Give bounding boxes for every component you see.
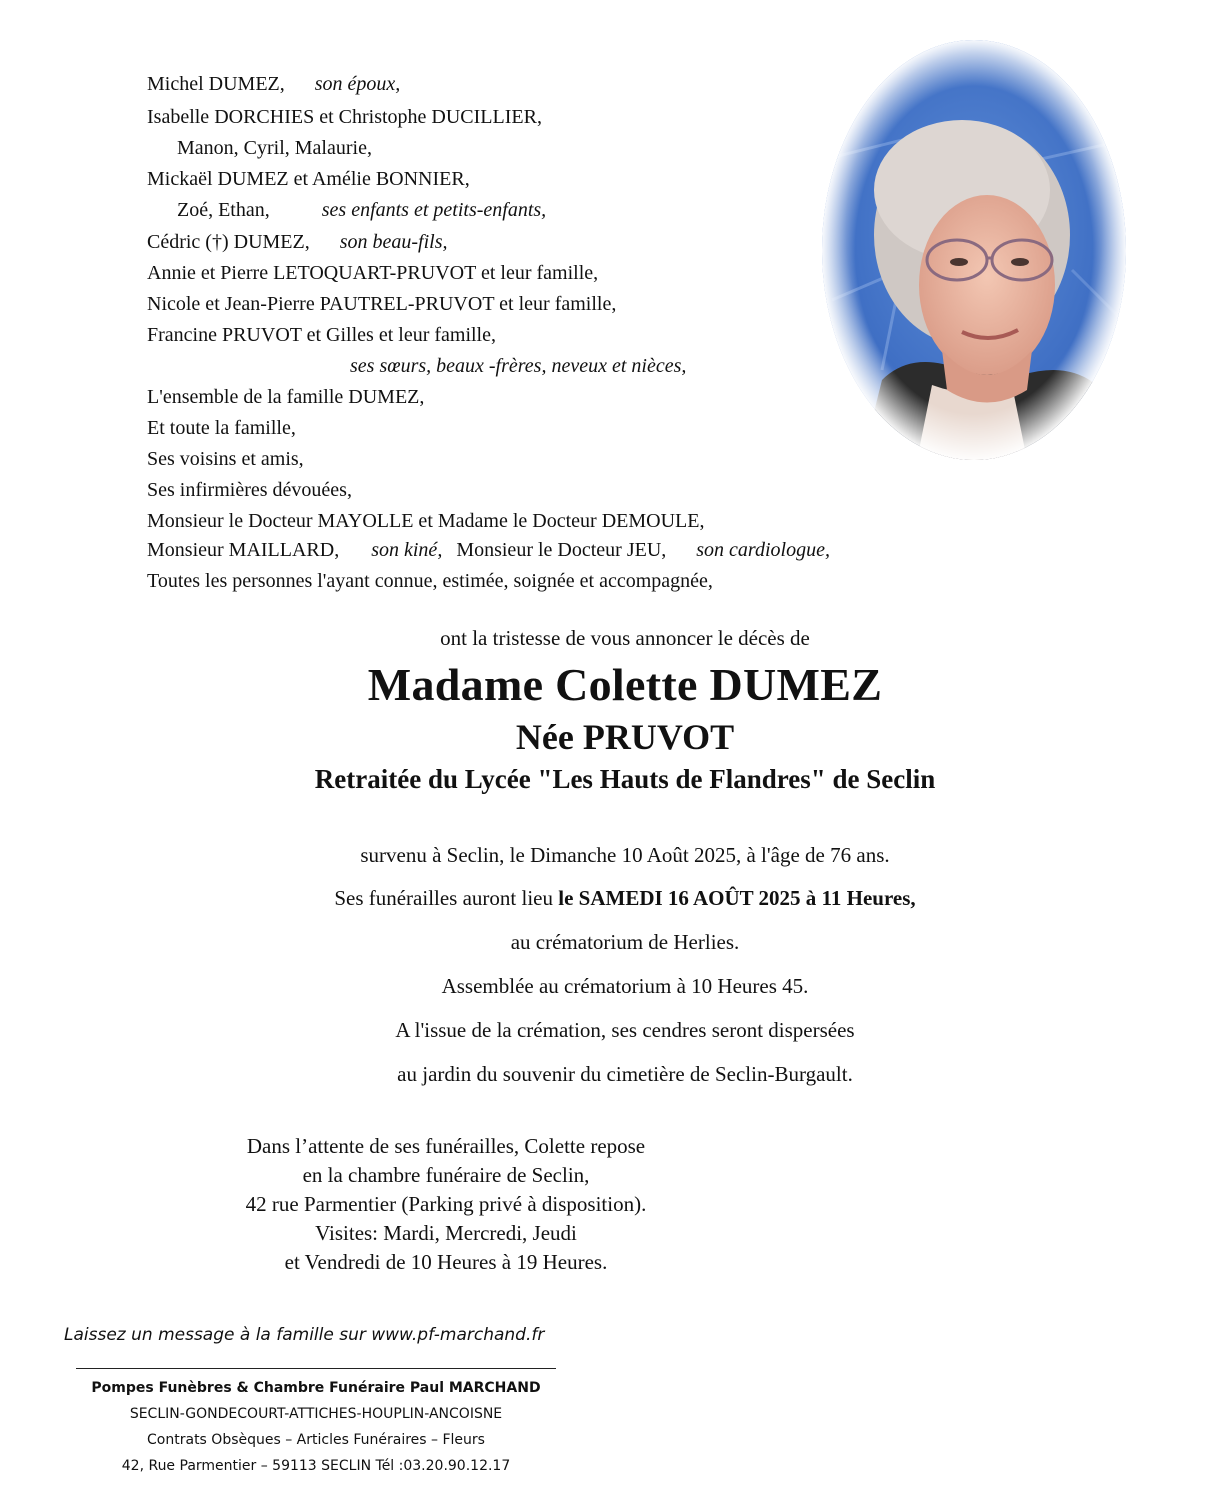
- funeral-place: au crématorium de Herlies.: [510, 930, 740, 954]
- family-line-12: Et toute la famille,: [147, 417, 296, 439]
- repose-line: Dans l’attente de ses funérailles, Colette repose: [246, 1134, 646, 1158]
- family-role: son kiné,: [371, 539, 443, 561]
- family-line-13: Ses voisins et amis,: [147, 448, 304, 470]
- family-line-14: Ses infirmières dévouées,: [147, 479, 352, 501]
- repose-block: [196, 1132, 696, 1277]
- footer-address: 42, Rue Parmentier – 59113 SECLIN Tél :03.20.90.12.17: [121, 1458, 511, 1474]
- family-name: Zoé, Ethan,: [177, 199, 270, 221]
- footer-divider: [76, 1368, 556, 1369]
- repose-line: Visites: Mardi, Mercredi, Jeudi: [315, 1221, 577, 1245]
- condolence-message: Laissez un message à la famille sur www.pf-marchand.fr: [64, 1325, 545, 1345]
- family-line-3: [147, 136, 372, 160]
- family-role: son cardiologue,: [696, 539, 830, 561]
- death-details: survenu à Seclin, le Dimanche 10 Août 2025, à l'âge de 76 ans.: [360, 843, 890, 867]
- family-role: son époux,: [314, 73, 401, 95]
- portrait-illustration: [822, 40, 1126, 460]
- family-line-8: Nicole et Jean-Pierre PAUTREL-PRUVOT et leur famille,: [147, 293, 617, 315]
- footer-towns: SECLIN-GONDECOURT-ATTICHES-HOUPLIN-ANCOISNE: [129, 1406, 503, 1422]
- family-name: Monsieur MAILLARD,: [147, 539, 340, 561]
- family-line-15: Monsieur le Docteur MAYOLLE et Madame le Docteur DEMOULE,: [147, 510, 705, 532]
- ashes-line-1: A l'issue de la crémation, ses cendres seront dispersées: [395, 1018, 855, 1042]
- footer-services: Contrats Obsèques – Articles Funéraires – Fleurs: [147, 1432, 485, 1448]
- family-name: Cédric (†) DUMEZ,: [147, 231, 310, 253]
- portrait-photo: [822, 40, 1126, 460]
- assembly-time: Assemblée au crématorium à 10 Heures 45.: [441, 974, 809, 998]
- announcement-intro: ont la tristesse de vous annoncer le décès de: [440, 626, 810, 650]
- family-line-5: [147, 198, 546, 222]
- footer-company: Pompes Funèbres & Chambre Funéraire Paul MARCHAND: [91, 1380, 541, 1396]
- family-line-10: [350, 354, 686, 378]
- family-line-11: L'ensemble de la famille DUMEZ,: [147, 386, 425, 408]
- family-line-4: Mickaël DUMEZ et Amélie BONNIER,: [147, 168, 470, 190]
- family-line-1: [147, 72, 400, 96]
- maiden-name: Née PRUVOT: [515, 717, 735, 757]
- ashes-line-2: au jardin du souvenir du cimetière de Seclin-Burgault.: [397, 1062, 853, 1086]
- repose-line: 42 rue Parmentier (Parking privé à disposition).: [245, 1192, 647, 1216]
- family-line-6: [147, 230, 448, 254]
- repose-line: en la chambre funéraire de Seclin,: [302, 1163, 590, 1187]
- family-line-2: Isabelle DORCHIES et Christophe DUCILLIER,: [147, 106, 542, 128]
- funeral-date-bold: le SAMEDI 16 AOÛT 2025 à 11 Heures,: [558, 886, 916, 910]
- funeral-date: [0, 886, 1214, 911]
- family-line-9: Francine PRUVOT et Gilles et leur famille,: [147, 324, 496, 346]
- family-line-16: [147, 538, 830, 562]
- family-name: Michel DUMEZ,: [147, 73, 285, 95]
- family-role: ses enfants et petits-enfants,: [321, 199, 547, 221]
- deceased-name: Madame Colette DUMEZ: [367, 659, 883, 710]
- family-line-7: Annie et Pierre LETOQUART-PRUVOT et leur famille,: [147, 262, 599, 284]
- profession: Retraitée du Lycée "Les Hauts de Flandres" de Seclin: [314, 764, 936, 794]
- family-role: ses sœurs, beaux -frères, neveux et nièces,: [350, 355, 687, 377]
- family-grandchildren: Manon, Cyril, Malaurie,: [177, 137, 372, 159]
- funeral-prefix: Ses funérailles auront lieu: [334, 886, 559, 910]
- family-role: son beau-fils,: [339, 231, 448, 253]
- family-line-17: Toutes les personnes l'ayant connue, estimée, soignée et accompagnée,: [147, 570, 713, 592]
- repose-line: et Vendredi de 10 Heures à 19 Heures.: [284, 1250, 608, 1274]
- family-name: Monsieur le Docteur JEU,: [456, 539, 667, 561]
